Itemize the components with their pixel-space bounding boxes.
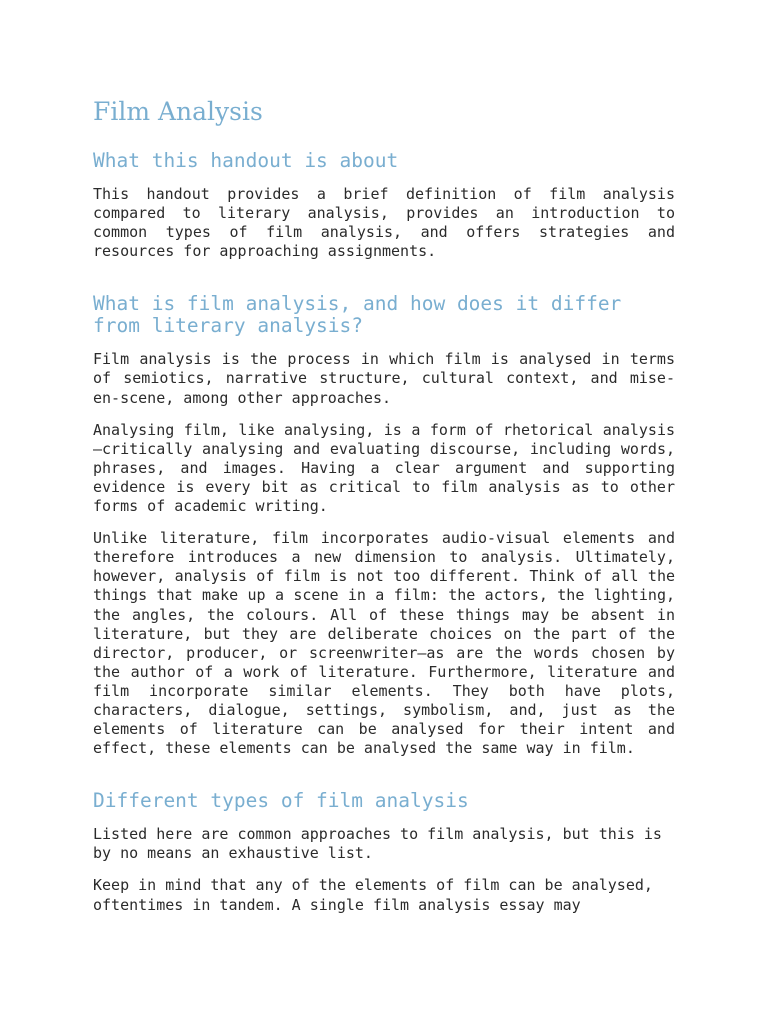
section-heading: What is film analysis, and how does it differ from literary analysis? xyxy=(93,292,622,338)
section-types xyxy=(93,790,675,914)
paragraph: Film analysis is the process in which film is analysed in terms of semiotics, narrative structure, cultural context, and mise-en-scene, among other approaches. xyxy=(93,350,675,407)
section-heading: Different types of film analysis xyxy=(93,789,469,813)
document-page xyxy=(93,96,675,928)
document-title: Film Analysis xyxy=(93,97,263,126)
section-heading: What this handout is about xyxy=(93,149,399,172)
section-about xyxy=(93,150,675,261)
paragraph: Analysing film, like analysing, is a form of rhetorical analysis—critically analysing and evaluating discourse, including words, phrases, and images. Having a clear argument and supporting evidence is every bit as critical to film analysis as to other forms of academic writing. xyxy=(93,420,675,516)
section-film-vs-literary xyxy=(93,293,675,758)
paragraph: Listed here are common approaches to film analysis, but this is by no means an exhaustive list. xyxy=(93,825,662,863)
paragraph: Unlike literature, film incorporates audio-visual elements and therefore introduces a new dimension to analysis. Ultimately, however, analysis of film is not too different. Think of all the things that make up a scene in a film: the actors, the lighting, the angles, the colours. All of these things may be absent in literature, but they are deliberate choices on the part of the director, producer, or screenwriter—as are the words chosen by the author of a work of literature. Furthermore, literature and film incorporate similar elements. They both have plots, characters, dialogue, settings, symbolism, and, just as the elements of literature can be analysed for their intent and effect, these elements can be analysed the same way in film. xyxy=(93,529,675,758)
paragraph: This handout provides a brief definition of film analysis compared to literary analysis, provides an introduction to common types of film analysis, and offers strategies and resources for approaching assignments. xyxy=(93,185,675,261)
paragraph: Keep in mind that any of the elements of film can be analysed, oftentimes in tandem. A single film analysis essay may xyxy=(93,876,653,914)
